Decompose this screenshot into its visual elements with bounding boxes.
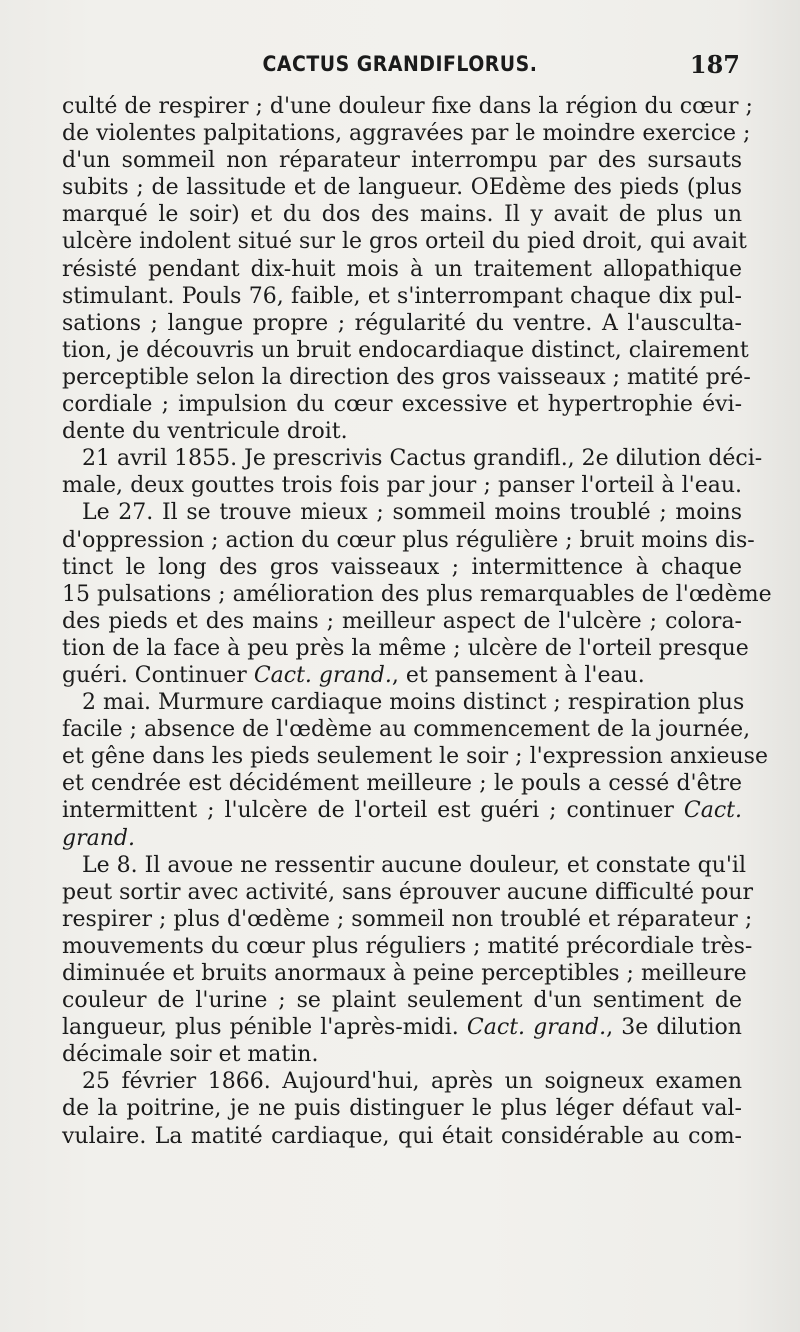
text-line: couleur de l'urine ; se plaint seulement d'un sentiment de [62, 988, 742, 1014]
text-line: 15 pulsations ; amélioration des plus remarquables de l'œdème [62, 581, 772, 607]
text-line: tinct le long des gros vaisseaux ; intermittence à chaque [62, 554, 742, 580]
text-line [62, 662, 742, 689]
text-line: ulcère indolent situé sur le gros orteil du pied droit, qui avait [62, 229, 747, 255]
text-line: tion, je découvris un bruit endocardiaque distinct, clairement [62, 337, 749, 363]
page-header [60, 52, 740, 82]
text-line [62, 825, 742, 852]
text-line: et gêne dans les pieds seulement le soir ; l'expression anxieuse [62, 744, 768, 770]
text-line: d'oppression ; action du cœur plus régulière ; bruit moins dis- [62, 527, 755, 553]
text-line: marqué le soir) et du dos des mains. Il y avait de plus un [62, 202, 742, 228]
text-line: culté de respirer ; d'une douleur fixe dans la région du cœur ; [62, 94, 753, 119]
page-body [62, 93, 772, 1150]
text-line: d'un sommeil non réparateur interrompu par des sursauts [62, 148, 742, 174]
text-line: perceptible selon la direction des gros vaisseaux ; matité pré- [62, 364, 751, 390]
text-line: tion de la face à peu près la même ; ulcère de l'orteil presque [62, 635, 749, 661]
text-line [62, 797, 742, 824]
text-line: 25 février 1866. Aujourd'hui, après un soigneux examen [82, 1069, 742, 1095]
text-line: décimale soir et matin. [62, 1042, 319, 1068]
text-line: 21 avril 1855. Je prescrivis Cactus grandifl., 2e dilution déci- [82, 446, 763, 472]
text-line: dente du ventricule droit. [62, 419, 348, 445]
text-line: respirer ; plus d'œdème ; sommeil non troublé et réparateur ; [62, 906, 753, 932]
text-span: langueur, plus pénible l'après-midi. [62, 1015, 459, 1041]
text-span: , et pansement à l'eau. [391, 662, 645, 688]
text-span: , 3e dilution [606, 1015, 742, 1041]
italic-span: Cact. grand. [466, 1015, 607, 1041]
text-line: vulaire. La matité cardiaque, qui était considérable au com- [62, 1123, 742, 1149]
text-line: des pieds et des mains ; meilleur aspect de l'ulcère ; colora- [62, 608, 742, 634]
text-line: facile ; absence de l'œdème au commencement de la journée, [62, 717, 751, 743]
text-line: subits ; de lassitude et de langueur. OEdème des pieds (plus [62, 175, 742, 201]
text-line: male, deux gouttes trois fois par jour ; panser l'orteil à l'eau. [62, 473, 742, 499]
text-line: Le 8. Il avoue ne ressentir aucune douleur, et constate qu'il [82, 852, 746, 878]
text-line: 2 mai. Murmure cardiaque moins distinct ; respiration plus [82, 690, 745, 716]
text-line: diminuée et bruits anormaux à peine perceptibles ; meilleure [62, 961, 747, 986]
text-line [62, 1014, 742, 1041]
text-line: Le 27. Il se trouve mieux ; sommeil moins troublé ; moins [82, 500, 742, 526]
text-line: stimulant. Pouls 76, faible, et s'interrompant chaque dix pul- [62, 283, 742, 309]
italic-span: Cact. grand. [253, 662, 392, 688]
page-number: 187 [689, 50, 740, 79]
text-line: de violentes palpitations, aggravées par le moindre exercice ; [62, 121, 751, 147]
italic-span: grand. [62, 825, 135, 851]
text-line: peut sortir avec activité, sans éprouver aucune difficulté pour [62, 879, 754, 905]
text-span: intermittent ; l'ulcère de l'orteil est guéri ; continuer [62, 798, 674, 824]
italic-span: Cact. [683, 798, 743, 824]
text-line: et cendrée est décidément meilleure ; le pouls a cessé d'être [62, 771, 742, 797]
text-line: sations ; langue propre ; régularité du ventre. A l'ausculta- [62, 310, 742, 336]
text-line: de la poitrine, je ne puis distinguer le plus léger défaut val- [62, 1096, 742, 1122]
running-title: CACTUS GRANDIFLORUS. [262, 52, 538, 76]
text-span: guéri. Continuer [62, 662, 247, 688]
text-line: cordiale ; impulsion du cœur excessive et hypertrophie évi- [62, 392, 742, 418]
text-line: résisté pendant dix-huit mois à un traitement allopathique [62, 256, 742, 282]
text-line: mouvements du cœur plus réguliers ; matité précordiale très- [62, 933, 753, 959]
